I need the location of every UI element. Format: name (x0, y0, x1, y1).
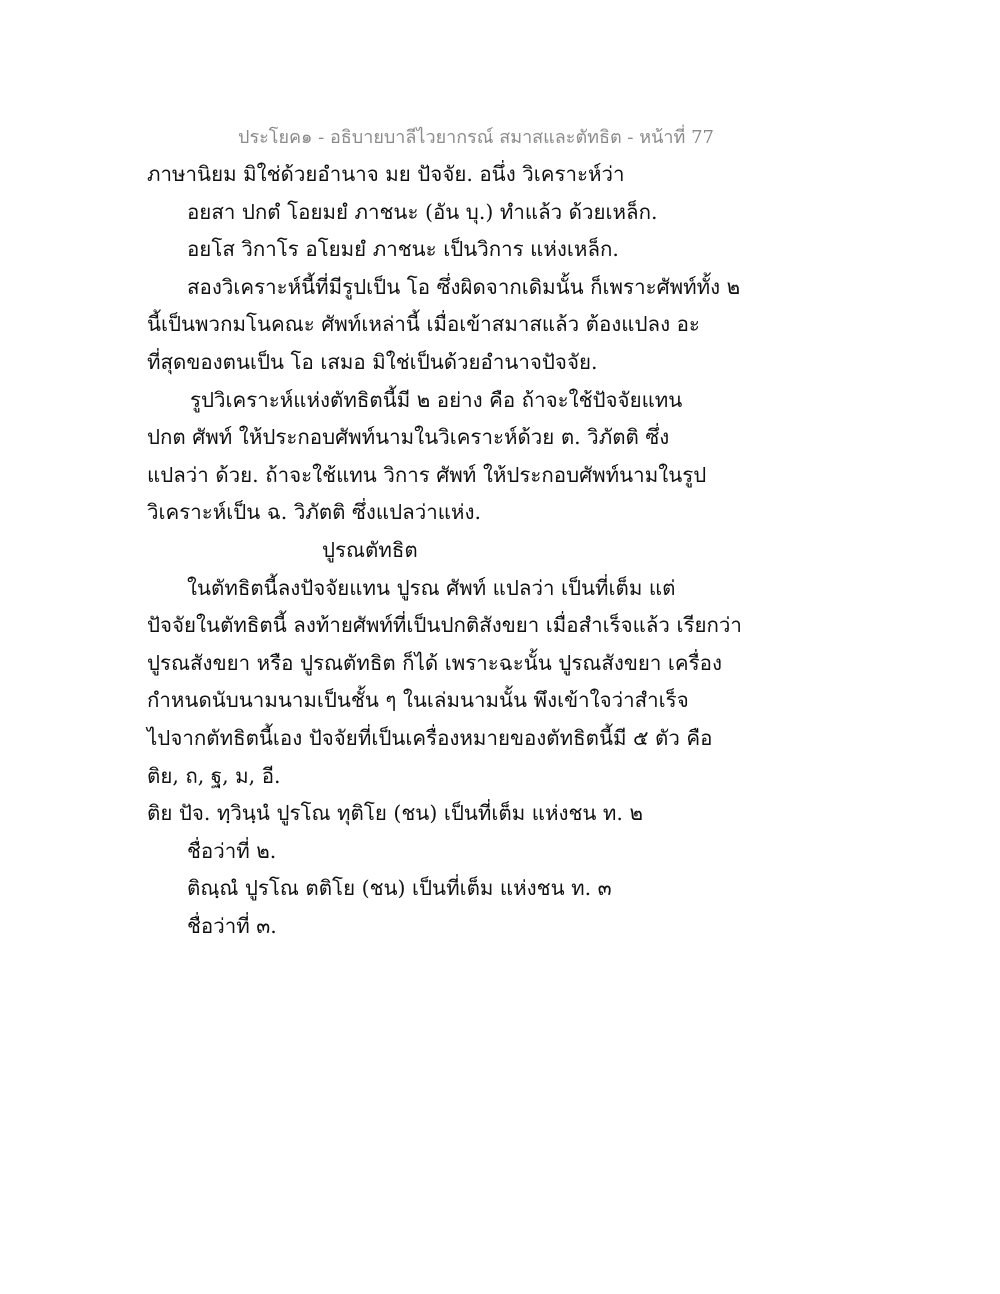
text-line: ปัจจัยในตัทธิตนี้ ลงท้ายศัพท์ที่เป็นปกติสังขยา เมื่อสำเร็จแล้ว เรียกว่า (147, 613, 742, 638)
text-line: อยสา ปกตํ โอยมยํ ภาชนะ (อัน บุ.) ทำแล้ว ด้วยเหล็ก. (187, 199, 658, 224)
text-line: ปกต ศัพท์ ให้ประกอบศัพท์นามในวิเคราะห์ด้วย ต. วิภัตติ ซึ่ง (147, 425, 670, 450)
text-line: กำหนดนับนามนามเป็นชั้น ๆ ในเล่มนามนั้น พึงเข้าใจว่าสำเร็จ (147, 688, 689, 713)
text-line: นี้เป็นพวกมโนคณะ ศัพท์เหล่านี้ เมื่อเข้าสมาสแล้ว ต้องแปลง อะ (147, 312, 700, 337)
text-line: ปูรณสังขยา หรือ ปูรณตัทธิต ก็ได้ เพราะฉะนั้น ปูรณสังขยา เครื่อง (147, 650, 722, 675)
text-line: อยโส วิกาโร อโยมยํ ภาชนะ เป็นวิการ แห่งเหล็ก. (187, 237, 619, 262)
text-line: วิเคราะห์เป็น ฉ. วิภัตติ ซึ่งแปลว่าแห่ง. (147, 500, 481, 525)
section-heading: ปูรณตัทธิต (322, 537, 418, 562)
body-text (147, 156, 867, 945)
text-line: ในตัทธิตนี้ลงปัจจัยแทน ปูรณ ศัพท์ แปลว่า เป็นที่เต็ม แต่ (187, 575, 676, 600)
text-line: ติย, ถ, ฐ, ม, อี. (147, 763, 281, 788)
text-line: ชื่อว่าที่ ๓. (187, 913, 277, 938)
text-line: ที่สุดของตนเป็น โอ เสมอ มิใช่เป็นด้วยอำนาจปัจจัย. (147, 349, 598, 374)
text-line: รูปวิเคราะห์แห่งตัทธิตนี้มี ๒ อย่าง คือ ถ้าจะใช้ปัจจัยแทน (190, 387, 683, 412)
text-line: ภาษานิยม มิใช่ด้วยอำนาจ มย ปัจจัย. อนึ่ง วิเคราะห์ว่า (147, 162, 625, 186)
text-line: ติย ปัจ. ทฺวินฺนํ ปูรโณ ทุติโย (ชน) เป็นที่เต็ม แห่งชน ท. ๒ (147, 801, 643, 826)
text-line: ชื่อว่าที่ ๒. (187, 838, 277, 863)
text-line: สองวิเคราะห์นี้ที่มีรูปเป็น โอ ซึ่งผิดจากเดิมนั้น ก็เพราะศัพท์ทั้ง ๒ (187, 274, 741, 299)
running-header: ประโยค๑ - อธิบายบาลีไวยากรณ์ สมาสและตัทธิต - หน้าที่ 77 (238, 127, 714, 148)
text-line: ติณฺณํ ปูรโณ ตติโย (ชน) เป็นที่เต็ม แห่งชน ท. ๓ (187, 876, 612, 901)
text-line: แปลว่า ด้วย. ถ้าจะใช้แทน วิการ ศัพท์ ให้ประกอบศัพท์นามในรูป (147, 462, 707, 487)
text-line: ไปจากตัทธิตนี้เอง ปัจจัยที่เป็นเครื่องหมายของตัทธิตนี้มี ๕ ตัว คือ (147, 725, 713, 750)
